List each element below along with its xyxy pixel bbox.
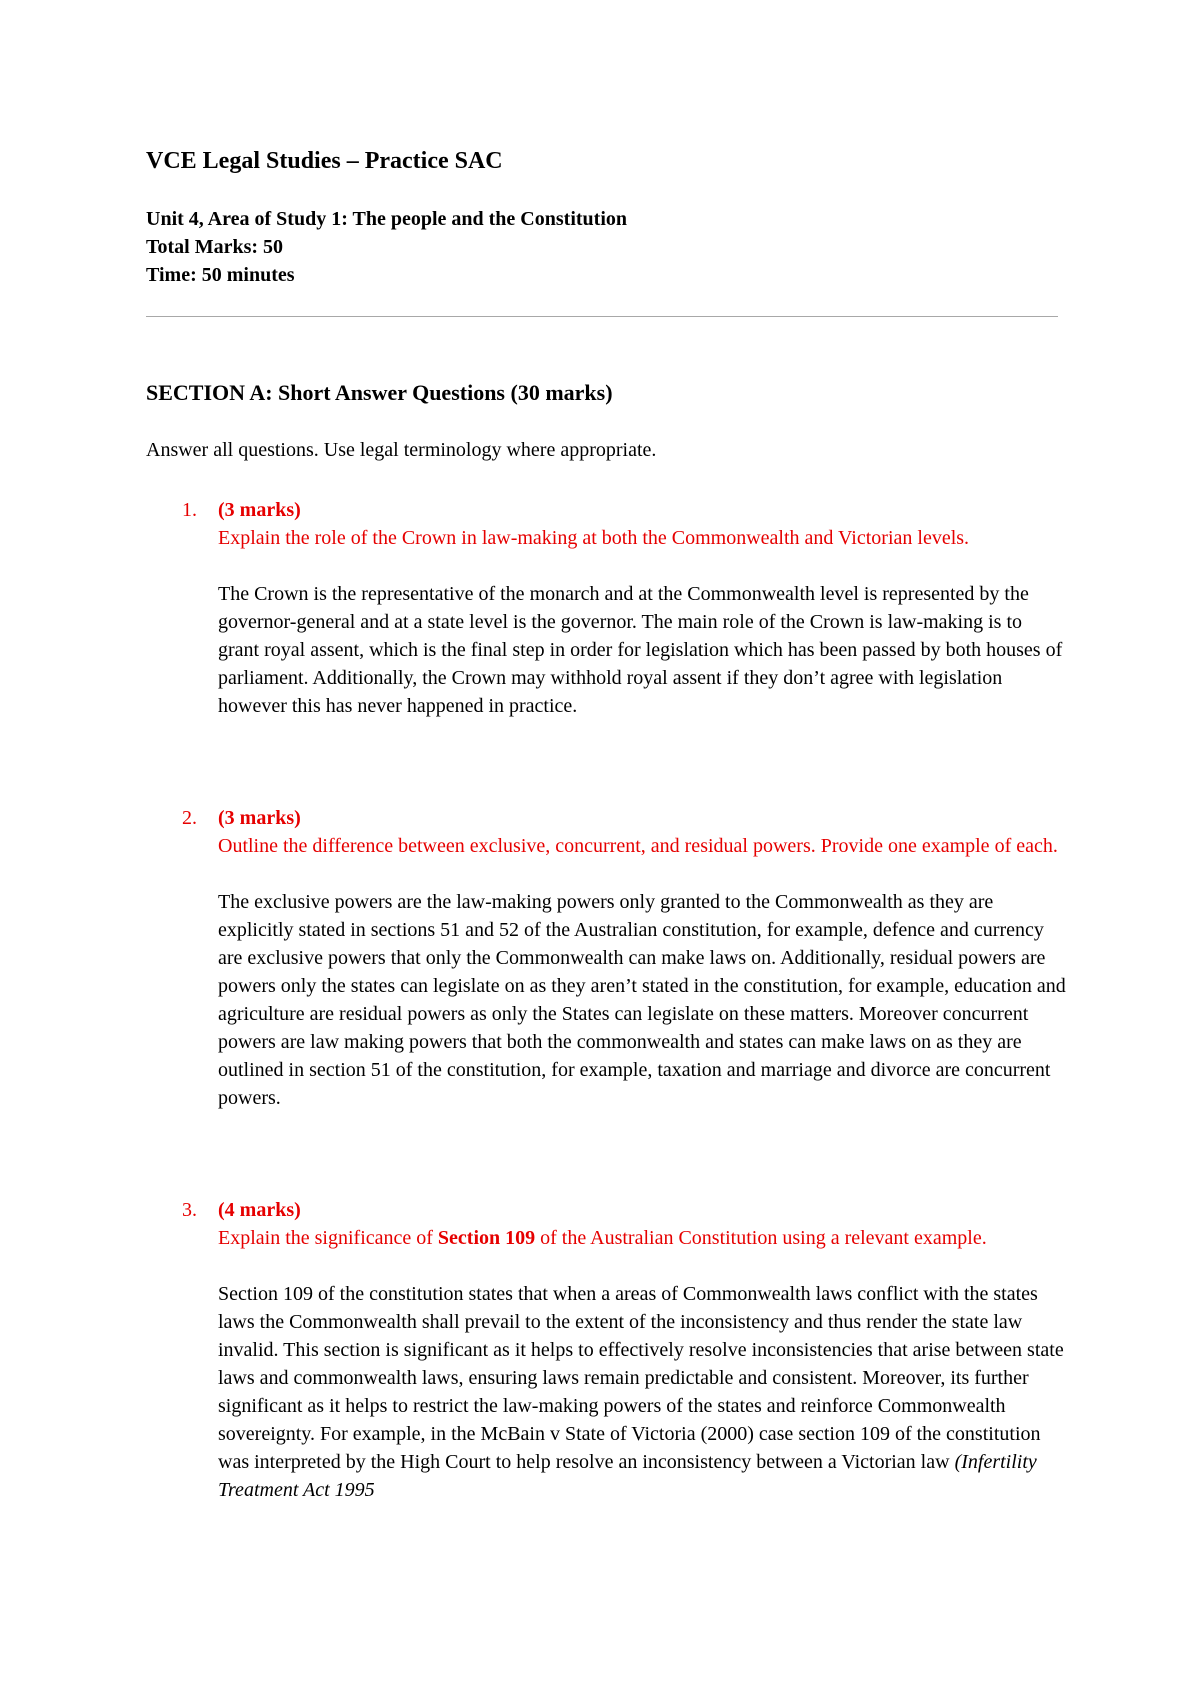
question-answer: The Crown is the representative of the monarch and at the Commonwealth level is represented by the governor-general and at a state level is the governor. The main role of the Crown is law-making is to grant royal assent, which is the final step in order for legislation which has been passed by both houses of parliament. Additionally, the Crown may withhold royal assent if they don’t agree with legislation however this has never happened in practice. — [218, 583, 1063, 717]
section-109-reference: Section 109 — [437, 1227, 536, 1249]
question-body — [218, 496, 1068, 720]
total-marks-line: Total Marks: 50 — [146, 236, 284, 258]
question-body — [218, 1196, 1068, 1504]
question-prompt: Outline the difference between exclusive, concurrent, and residual powers. Provide one example of each. — [218, 835, 1058, 857]
document-meta — [146, 205, 627, 289]
horizontal-divider — [146, 316, 1058, 317]
time-line: Time: 50 minutes — [146, 264, 295, 286]
question-number: 1. — [182, 499, 197, 521]
question-prompt-text: Explain the significance of — [218, 1227, 438, 1249]
unit-line: Unit 4, Area of Study 1: The people and the Constitution — [146, 208, 627, 230]
question-marks: (3 marks) — [218, 807, 301, 829]
question-number: 2. — [182, 807, 197, 829]
section-instruction: Answer all questions. Use legal terminology where appropriate. — [146, 439, 657, 461]
question-marks: (3 marks) — [218, 499, 301, 521]
question-answer: The exclusive powers are the law-making powers only granted to the Commonwealth as they are explicitly stated in sections 51 and 52 of the Australian constitution, for example, defence and currency are exclusive powers that only the Commonwealth can make laws on. Additionally, residual powers are powers only the states can legislate on as they aren’t stated in the constitution, for example, education and agriculture are residual powers as only the States can legislate on these matters. Moreover concurrent powers are law making powers that both the commonwealth and states can make laws on as they are outlined in section 51 of the constitution, for example, taxation and marriage and divorce are concurrent powers. — [218, 891, 1066, 1109]
question-body — [218, 804, 1068, 1112]
question-answer — [218, 1280, 1068, 1504]
document-title: VCE Legal Studies – Practice SAC — [146, 148, 503, 174]
question-prompt-text: of the Australian Constitution using a relevant example. — [535, 1227, 987, 1249]
act-citation: (Infertility Treatment Act 1995 — [218, 1451, 1037, 1501]
section-a-heading: SECTION A: Short Answer Questions (30 marks) — [146, 380, 613, 405]
question-number: 3. — [182, 1199, 197, 1221]
question-prompt — [218, 1224, 1068, 1252]
question-marks: (4 marks) — [218, 1199, 301, 1221]
question-prompt: Explain the role of the Crown in law-making at both the Commonwealth and Victorian levels. — [218, 527, 970, 549]
question-answer-text: Section 109 of the constitution states that when a areas of Commonwealth laws conflict with the states laws the Commonwealth shall prevail to the extent of the inconsistency and thus render the state law invalid. This section is significant as it helps to effectively resolve inconsistencies that arise between state laws and commonwealth laws, ensuring laws remain predictable and consistent. Moreover, its further significant as it helps to restrict the law-making powers of the states and reinforce Commonwealth sovereignty. For example, in the McBain v State of Victoria (2000) case section 109 of the constitution was interpreted by the High Court to help resolve an inconsistency between a Victorian law — [218, 1283, 1064, 1473]
